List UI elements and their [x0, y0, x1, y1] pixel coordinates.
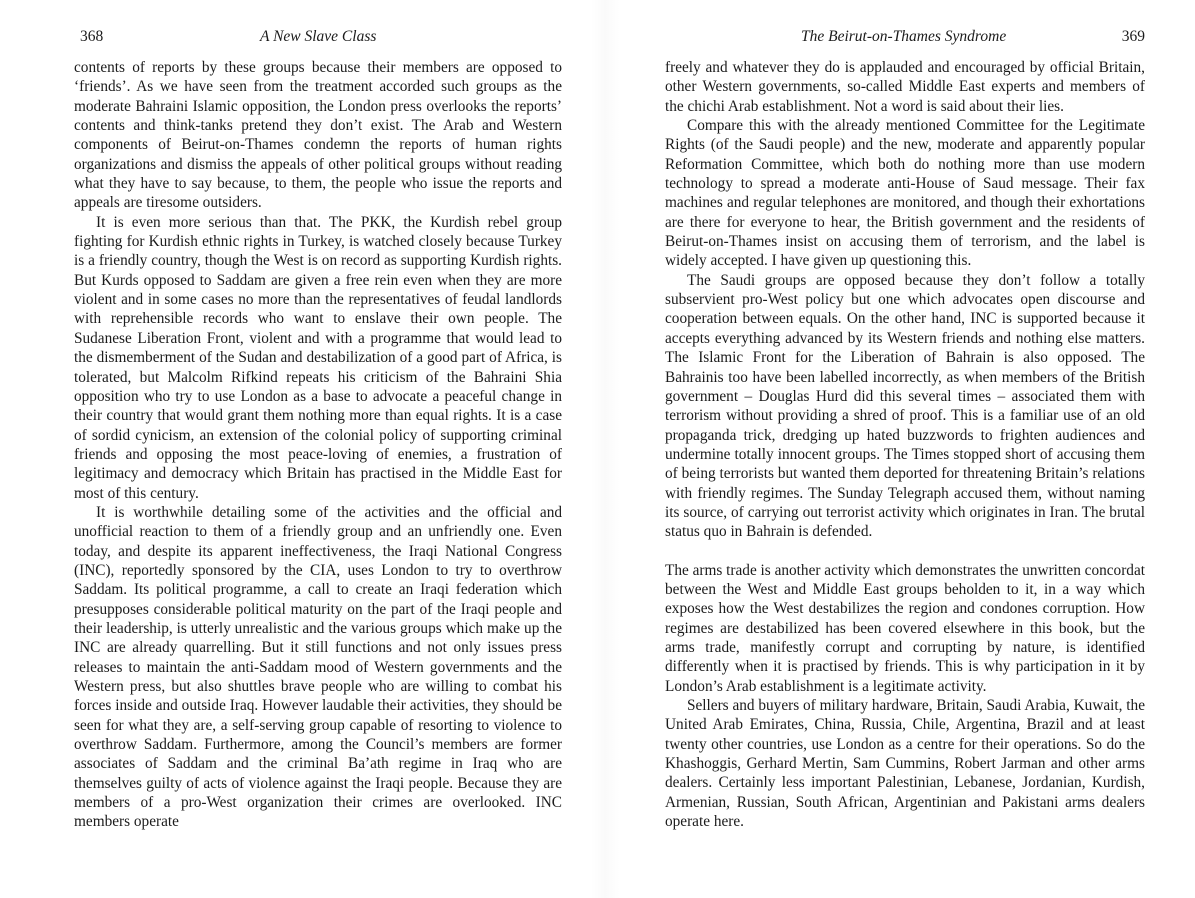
page-number: 369: [1121, 28, 1145, 45]
paragraph: The arms trade is another activity which demonstrates the unwritten concordat between the West and Middle East groups beholden to it, in a way which exposes how the West destabilizes the region and condones corruption. How regimes are destabilized has been covered elsewhere in this book, but the arms trade, manifestly corrupt and corrupting by nature, is identified differently when it is practised by friends. This is why participation in it by London’s Arab establishment is a legitimate activity.: [665, 561, 1145, 695]
paragraph: It is worthwhile detailing some of the activities and the official and unofficial reaction to them of a friendly group and an unfriendly one. Even today, and despite its apparent ineffectiveness, the Iraqi National Congress (INC), reportedly sponsored by the CIA, uses London to try to overthrow Saddam. Its political programme, a call to create an Iraqi federation which presupposes considerable political maturity on the part of the Iraqi people and their leadership, is utterly unrealistic and the various groups which make up the INC are already quarrelling. But it still functions and not only issues press releases to maintain the anti-Saddam mood of Western governments and the Western press, but also shuttles brave people who are willing to combat his forces inside and outside Iraq. However laudable their activities, they should be seen for what they are, a self-serving group capable of resorting to violence to overthrow Saddam. Furthermore, among the Council’s members are former associates of Saddam and the criminal Ba’ath regime in Iraq who are themselves guilty of acts of violence against the Iraqi people. Because they are members of a pro-West organization their crimes are overlooked. INC members operate: [74, 503, 562, 831]
body-text: [74, 58, 562, 832]
gutter: [590, 0, 620, 898]
paragraph: contents of reports by these groups because their members are opposed to ‘friends’. As we have seen from the treatment accorded such groups as the moderate Bahraini Islamic opposition, the London press overlooks the reports’ contents and think-tanks pretend they don’t exist. The Arab and Western components of Beirut-on-Thames condemn the reports of human rights organizations and dismiss the appeals of other political groups without reading what they have to say because, to them, the people who issue the reports and appeals are tiresome outsiders.: [74, 59, 562, 212]
paragraph: Compare this with the already mentioned Committee for the Legitimate Rights (of the Saudi people) and the new, moderate and apparently popular Reformation Committee, which both do nothing more than use modern technology to spread a moderate anti-House of Saud message. Their fax machines and regular telephones are monitored, and though their exhortations are there for everyone to hear, the British government and the residents of Beirut-on-Thames insist on accusing them of terrorism, and the label is widely accepted. I have given up questioning this.: [665, 117, 1145, 270]
paragraph: The Saudi groups are opposed because they don’t follow a totally subservient pro-West policy but one which advocates open discourse and cooperation between equals. On the other hand, INC is supported because it accepts everything advanced by its Western friends and nothing else matters. The Islamic Front for the Liberation of Bahrain is also opposed. The Bahrainis too have been labelled incorrectly, as when members of the British government – Douglas Hurd did this several times – associated them with terrorism without providing a shred of proof. This is a familiar use of an old propaganda trick, dredging up hated buzzwords to frighten audiences and undermine totally innocent groups. The Times stopped short of accusing them of being terrorists but wanted them deported for threatening Britain’s relations with friendly regimes. The Sunday Telegraph accused them, without naming its source, of carrying out terrorist activity which originates in Iran. The brutal status quo in Bahrain is defended.: [665, 271, 1145, 541]
running-head: [74, 26, 562, 48]
page-number: 368: [80, 28, 104, 45]
body-text: [665, 58, 1145, 831]
right-page: [665, 0, 1145, 898]
paragraph: Sellers and buyers of military hardware, Britain, Saudi Arabia, Kuwait, the United Arab Emirates, China, Russia, Chile, Argentina, Brazil and at least twenty other countries, use London as a centre for their operations. So do the Khashoggis, Gerhard Mertin, Sam Cummins, Robert Jarman and other arms dealers. Certainly less important Palestinian, Lebanese, Jordanian, Kurdish, Armenian, Russian, South African, Argentinian and Pakistani arms dealers operate here.: [665, 697, 1145, 831]
left-page: [74, 0, 562, 898]
running-head: [665, 26, 1145, 48]
running-head-title: The Beirut-on-Thames Syndrome: [801, 28, 1007, 45]
running-head-title: A New Slave Class: [260, 28, 377, 45]
paragraph: freely and whatever they do is applauded and encouraged by official Britain, other Western governments, so-called Middle East experts and members of the chichi Arab establishment. Not a word is said about their lies.: [665, 59, 1145, 115]
paragraph: It is even more serious than that. The PKK, the Kurdish rebel group fighting for Kurdish ethnic rights in Turkey, is watched closely because Turkey is a friendly country, though the West is on record as supporting Kurdish rights. But Kurds opposed to Saddam are given a free rein even when they are more violent and in some cases no more than the representatives of feudal landlords with reprehensible records who want to enslave their own people. The Sudanese Liberation Front, violent and with a programme that would lead to the dismemberment of the Sudan and destabilization of a good part of Africa, is tolerated, but Malcolm Rifkind repeats his criticism of the Bahraini Shia opposition who try to use London as a base to advocate a peaceful change in their country that would grant them nothing more than equal rights. It is a case of sordid cynicism, an extension of the colonial policy of supporting criminal friends and opposing the most peace-loving of enemies, a frustration of legitimacy and democracy which Britain has practised in the Middle East for most of this century.: [74, 213, 562, 502]
